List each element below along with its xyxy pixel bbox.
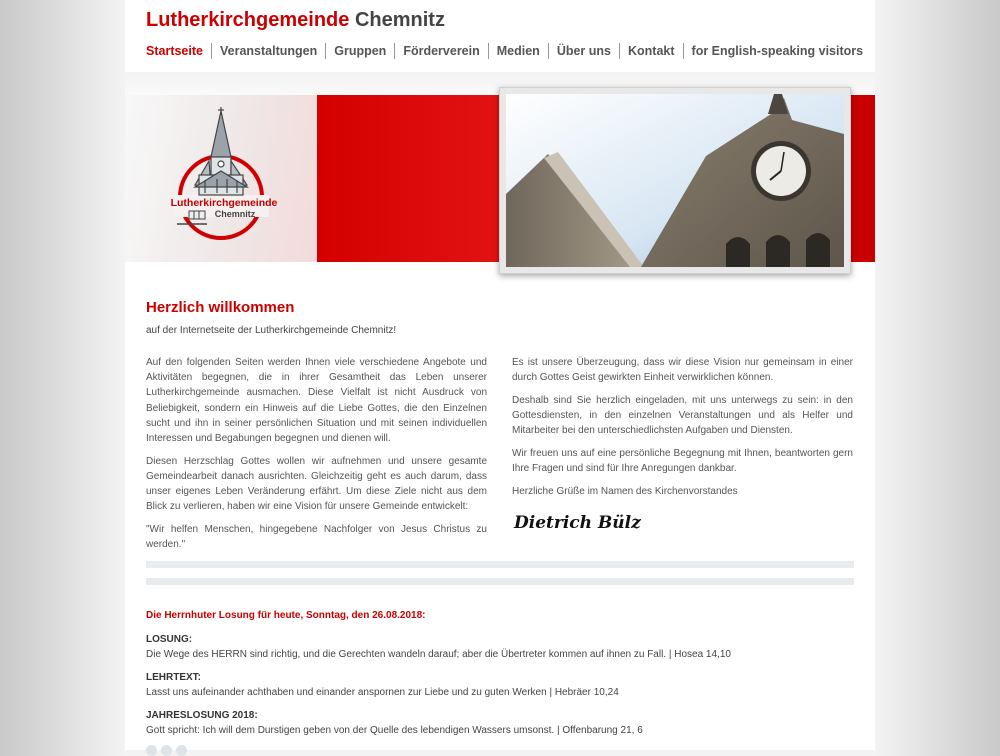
intro-paragraph: Auf den folgenden Seiten werden Ihnen viele verschiedene Angebote und Aktivitäten begegnen, die in ihrer Gesamtheit das Leben unserer Lutherkirchgemeinde ausmachen. Diese Vielfalt ist nicht Ausdruck von Beliebigkeit, sondern ein Hinweis auf die Liebe Gottes, die den Einzelnen sucht und ihn in seiner persönlichen Situation und mit seinen individuellen Interessen und Begabungen begegnen und dienen will.	[146, 357, 487, 445]
site-title[interactable]	[146, 8, 445, 32]
logo-text-1: Lutherkirchgemeinde	[170, 197, 278, 209]
jahreslosung-text: Gott spricht: Ich will dem Durstigen geben von der Quelle des lebendigen Wassers umsonst. | Offenbarung 21, 6	[146, 725, 643, 736]
losung-label: LOSUNG:	[146, 634, 193, 645]
intro-paragraph: Wir freuen uns auf eine persönliche Begegnung mit Ihnen, beantworten gern Ihre Fragen und sind für Ihre Anregungen dankbar.	[512, 448, 853, 475]
logo-text-2: Chemnitz	[214, 209, 256, 219]
signature	[512, 507, 853, 542]
nav-startseite[interactable]: Startseite	[146, 44, 203, 58]
intro-right-column	[512, 355, 853, 542]
lehrtext-text: Lasst uns aufeinander achthaben und einander anspornen zur Liebe und zu guten Werken | Hebräer 10,24	[146, 687, 619, 698]
nav-ueber-uns[interactable]: Über uns	[548, 43, 619, 59]
intro-paragraph: Es ist unsere Überzeugung, dass wir diese Vision nur gemeinsam in einer durch Gottes Geist gewirkten Einheit verwirklichen können.	[512, 357, 853, 384]
nav-kontakt[interactable]: Kontakt	[619, 43, 683, 59]
lehrtext-block	[146, 670, 619, 700]
share-icon[interactable]	[146, 745, 157, 756]
nav-foerderverein[interactable]: Förderverein	[394, 43, 487, 59]
intro-paragraph: Deshalb sind Sie herzlich eingeladen, mit uns unterwegs zu sein: in den Gottesdiensten, in den einzelnen Veranstaltungen und als Helfer und Mitarbeiter bei den unterschiedlichsten Aufgaben und Diensten.	[512, 394, 853, 437]
welcome-title: Herzlich willkommen	[146, 299, 295, 316]
logo-panel	[125, 95, 317, 262]
lehrtext-label: LEHRTEXT:	[146, 672, 201, 683]
share-icon[interactable]	[176, 745, 187, 756]
site-title-dark[interactable]: Chemnitz	[354, 9, 445, 31]
jahreslosung-block	[146, 708, 643, 738]
losung-text: Die Wege des HERRN sind richtig, und die Gerechten wandeln darauf; aber die Übertreter kommen auf ihnen zu Fall. | Hosea 14,10	[146, 649, 731, 660]
church-photo-frame	[499, 87, 851, 274]
greeting-line: Herzliche Grüße im Namen des Kirchenvorstandes	[512, 485, 738, 497]
page	[125, 0, 875, 750]
intro-paragraph: Diesen Herzschlag Gottes wollen wir aufnehmen und unsere gesamte Gemeindearbeit danach ausrichten. Gleichzeitig geht es auch darum, dass unser eigenes Leben Veränderung erfährt. Um diese Ziele nicht aus dem Blick zu verlieren, haben wir eine Vision für unsere Gemeinde entwickelt:	[146, 455, 487, 513]
nav-english[interactable]: for English-speaking visitors	[683, 43, 872, 59]
vision-quote: "Wir helfen Menschen, hingegebene Nachfolger von Jesus Christus zu werden."	[146, 524, 487, 551]
welcome-subtitle: auf der Internetseite der Lutherkirchgemeinde Chemnitz!	[146, 325, 397, 336]
jahreslosung-label: JAHRESLOSUNG 2018:	[146, 710, 258, 721]
section-divider	[146, 578, 854, 585]
share-icon[interactable]	[161, 745, 172, 756]
church-tower-photo	[506, 94, 844, 267]
nav-gruppen[interactable]: Gruppen	[325, 43, 394, 59]
site-header	[125, 0, 875, 72]
losung-block	[146, 632, 731, 662]
church-logo[interactable]	[125, 95, 317, 262]
intro-left-column	[146, 355, 487, 560]
losung-heading: Die Herrnhuter Losung für heute, Sonntag, den 26.08.2018:	[146, 610, 426, 621]
nav-veranstaltungen[interactable]: Veranstaltungen	[211, 43, 325, 59]
section-divider	[146, 561, 854, 568]
site-title-red[interactable]: Lutherkirchgemeinde	[146, 9, 350, 31]
signature-text: Dietrich Bülz	[514, 512, 641, 533]
nav-medien[interactable]: Medien	[488, 43, 548, 59]
main-nav	[146, 43, 871, 59]
share-icons	[146, 745, 187, 756]
banner	[125, 95, 875, 262]
